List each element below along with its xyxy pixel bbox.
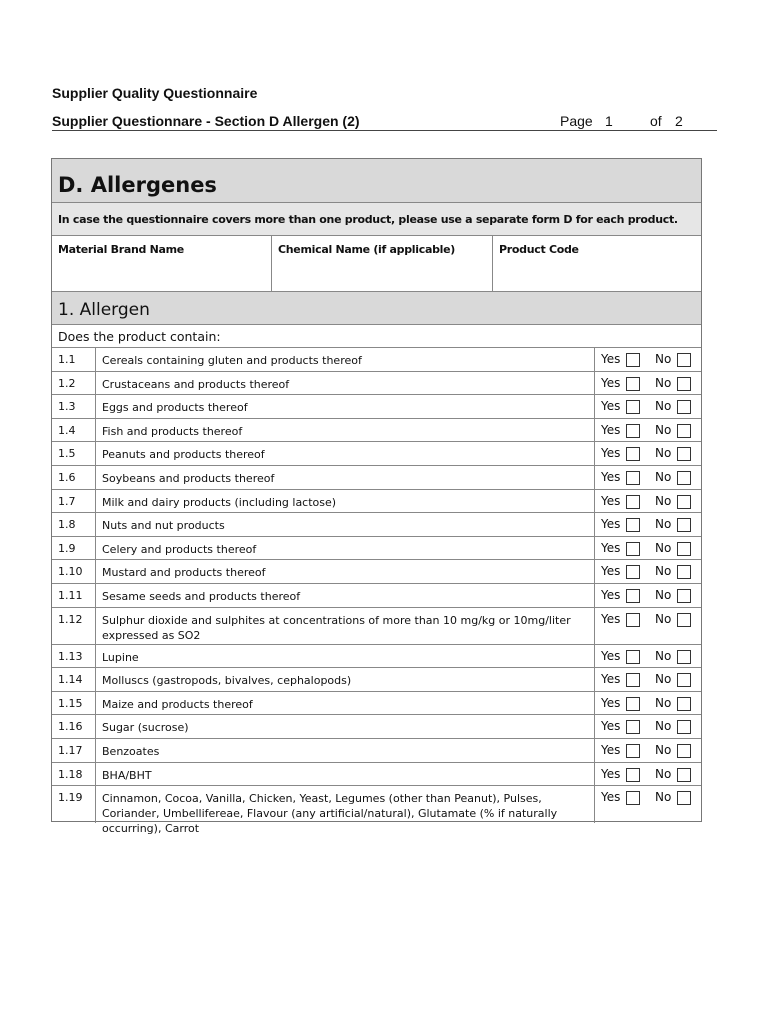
allergen-answer-cell xyxy=(595,692,701,715)
yes-checkbox[interactable] xyxy=(626,768,640,782)
allergen-text: Crustaceans and products thereof xyxy=(102,377,290,391)
instruction-text: In case the questionnaire covers more than one product, please use a separate form D for each product. xyxy=(58,213,678,226)
yes-label: Yes xyxy=(601,766,621,781)
yes-label: Yes xyxy=(601,493,621,508)
allergen-text-cell xyxy=(96,763,595,786)
no-checkbox[interactable] xyxy=(677,377,691,391)
allergen-text: Milk and dairy products (including lactose) xyxy=(102,495,337,509)
allergen-number-cell xyxy=(52,395,96,418)
allergen-number: 1.4 xyxy=(58,423,76,437)
no-checkbox[interactable] xyxy=(677,768,691,782)
yes-checkbox[interactable] xyxy=(626,613,640,627)
no-checkbox[interactable] xyxy=(677,542,691,556)
allergen-row xyxy=(52,442,701,466)
yes-checkbox[interactable] xyxy=(626,447,640,461)
allergen-number: 1.17 xyxy=(58,743,83,757)
allergen-row xyxy=(52,739,701,763)
allergen-text: Maize and products thereof xyxy=(102,697,253,711)
allergen-number: 1.6 xyxy=(58,470,76,484)
allergen-number: 1.8 xyxy=(58,518,76,532)
no-label: No xyxy=(655,446,672,461)
allergen-number: 1.18 xyxy=(58,767,83,781)
yes-checkbox[interactable] xyxy=(626,377,640,391)
allergen-text-cell xyxy=(96,560,595,583)
no-label: No xyxy=(655,493,672,508)
allergen-number-cell xyxy=(52,466,96,489)
allergen-number: 1.14 xyxy=(58,673,83,687)
allergen-number-cell xyxy=(52,645,96,668)
allergen-number-cell xyxy=(52,763,96,786)
allergen-text-cell xyxy=(96,668,595,691)
allergen-number-cell xyxy=(52,584,96,607)
yes-label: Yes xyxy=(601,742,621,757)
allergen-number-cell xyxy=(52,739,96,762)
instruction-note xyxy=(52,203,701,236)
no-label: No xyxy=(655,564,672,579)
allergen-text: Molluscs (gastropods, bivalves, cephalopods) xyxy=(102,674,352,688)
allergen-answer-cell xyxy=(595,490,701,513)
no-label: No xyxy=(655,540,672,555)
allergen-answer-cell xyxy=(595,584,701,607)
allergen-text-cell xyxy=(96,692,595,715)
product-code-field[interactable] xyxy=(493,236,701,291)
allergen-row xyxy=(52,668,701,692)
allergen-number: 1.1 xyxy=(58,353,76,366)
yes-checkbox[interactable] xyxy=(626,542,640,556)
no-checkbox[interactable] xyxy=(677,447,691,461)
allergen-row xyxy=(52,786,701,836)
document-title: Supplier Quality Questionnaire xyxy=(52,85,258,101)
no-label: No xyxy=(655,695,672,710)
allergen-text: Peanuts and products thereof xyxy=(102,448,265,462)
no-label: No xyxy=(655,790,672,805)
allergen-row xyxy=(52,348,701,372)
allergen-number: 1.9 xyxy=(58,541,76,555)
allergen-row xyxy=(52,645,701,669)
allergen-table xyxy=(52,348,701,836)
no-label: No xyxy=(655,422,672,437)
yes-label: Yes xyxy=(601,611,621,626)
allergen-text-cell xyxy=(96,419,595,442)
no-checkbox[interactable] xyxy=(677,650,691,664)
allergen-text-cell xyxy=(96,608,595,644)
yes-label: Yes xyxy=(601,672,621,687)
section-1-title: 1. Allergen xyxy=(58,300,150,320)
allergen-row xyxy=(52,490,701,514)
allergen-number-cell xyxy=(52,786,96,823)
allergen-text-cell xyxy=(96,715,595,738)
allergen-number-cell xyxy=(52,608,96,644)
yes-label: Yes xyxy=(601,695,621,710)
yes-checkbox[interactable] xyxy=(626,495,640,509)
allergen-number: 1.12 xyxy=(58,612,83,626)
allergen-row xyxy=(52,692,701,716)
allergen-text: Nuts and nut products xyxy=(102,519,225,533)
allergen-text-cell xyxy=(96,442,595,465)
chemical-name-field[interactable] xyxy=(272,236,493,291)
allergen-row xyxy=(52,584,701,608)
section-d-header xyxy=(52,159,701,203)
allergen-number-cell xyxy=(52,348,96,371)
no-label: No xyxy=(655,469,672,484)
yes-checkbox[interactable] xyxy=(626,400,640,414)
no-checkbox[interactable] xyxy=(677,518,691,532)
allergen-text-cell xyxy=(96,395,595,418)
allergen-text-cell xyxy=(96,513,595,536)
yes-checkbox[interactable] xyxy=(626,589,640,603)
allergen-text-cell xyxy=(96,466,595,489)
allergen-text: Sulphur dioxide and sulphites at concentrations of more than 10 mg/kg or 10mg/liter expressed as SO2 xyxy=(102,613,571,642)
no-label: No xyxy=(655,648,672,663)
allergen-number: 1.11 xyxy=(58,588,83,602)
allergen-answer-cell xyxy=(595,348,701,371)
allergen-number-cell xyxy=(52,419,96,442)
no-checkbox[interactable] xyxy=(677,720,691,734)
product-code-label: Product Code xyxy=(499,243,579,256)
no-checkbox[interactable] xyxy=(677,471,691,485)
form-frame xyxy=(51,158,702,836)
allergen-text: Lupine xyxy=(102,650,139,664)
allergen-answer-cell xyxy=(595,645,701,668)
allergen-number-cell xyxy=(52,442,96,465)
allergen-number-cell xyxy=(52,513,96,536)
allergen-answer-cell xyxy=(595,537,701,560)
allergen-text: Soybeans and products thereof xyxy=(102,471,275,485)
allergen-row xyxy=(52,513,701,537)
allergen-number-cell xyxy=(52,692,96,715)
allergen-answer-cell xyxy=(595,560,701,583)
allergen-text-cell xyxy=(96,348,595,371)
allergen-number: 1.5 xyxy=(58,447,76,461)
yes-label: Yes xyxy=(601,375,621,390)
yes-checkbox[interactable] xyxy=(626,565,640,579)
no-checkbox[interactable] xyxy=(677,744,691,758)
no-label: No xyxy=(655,611,672,626)
yes-label: Yes xyxy=(601,422,621,437)
yes-label: Yes xyxy=(601,587,621,602)
allergen-number: 1.13 xyxy=(58,649,83,663)
allergen-number-cell xyxy=(52,560,96,583)
allergen-answer-cell xyxy=(595,419,701,442)
allergen-text: BHA/BHT xyxy=(102,768,152,782)
allergen-text-cell xyxy=(96,786,595,836)
yes-label: Yes xyxy=(601,648,621,663)
question-row xyxy=(52,325,701,348)
no-label: No xyxy=(655,352,672,366)
no-label: No xyxy=(655,766,672,781)
allergen-answer-cell xyxy=(595,786,701,823)
no-checkbox[interactable] xyxy=(677,424,691,438)
allergen-row xyxy=(52,372,701,396)
section-d-title: D. Allergenes xyxy=(58,173,217,197)
no-label: No xyxy=(655,375,672,390)
allergen-answer-cell xyxy=(595,668,701,691)
allergen-row xyxy=(52,537,701,561)
yes-label: Yes xyxy=(601,517,621,532)
allergen-text-cell xyxy=(96,584,595,607)
question-text: Does the product contain: xyxy=(58,329,221,344)
allergen-text: Sugar (sucrose) xyxy=(102,721,189,735)
material-brand-name-field[interactable] xyxy=(52,236,272,291)
yes-label: Yes xyxy=(601,790,621,805)
allergen-row xyxy=(52,466,701,490)
no-checkbox[interactable] xyxy=(677,673,691,687)
product-fields xyxy=(52,236,701,292)
yes-checkbox[interactable] xyxy=(626,720,640,734)
yes-label: Yes xyxy=(601,719,621,734)
document-subtitle: Supplier Questionnare - Section D Allergen (2) xyxy=(52,113,360,129)
allergen-number: 1.2 xyxy=(58,376,76,390)
allergen-text-cell xyxy=(96,372,595,395)
yes-label: Yes xyxy=(601,564,621,579)
allergen-text: Benzoates xyxy=(102,744,160,758)
material-brand-name-label: Material Brand Name xyxy=(58,243,184,256)
allergen-number: 1.10 xyxy=(58,565,83,579)
allergen-text: Cinnamon, Cocoa, Vanilla, Chicken, Yeast, Legumes (other than Peanut), Pulses, Coriander, Umbellifereae, Flavour (any artificial/natural), Glutamate (% if naturally occurring), Carrot xyxy=(102,792,558,836)
yes-checkbox[interactable] xyxy=(626,650,640,664)
allergen-number: 1.19 xyxy=(58,791,83,805)
no-checkbox[interactable] xyxy=(677,697,691,711)
allergen-answer-cell xyxy=(595,608,701,644)
yes-label: Yes xyxy=(601,469,621,484)
allergen-text: Fish and products thereof xyxy=(102,424,243,438)
yes-checkbox[interactable] xyxy=(626,697,640,711)
no-checkbox[interactable] xyxy=(677,400,691,414)
allergen-answer-cell xyxy=(595,513,701,536)
no-checkbox[interactable] xyxy=(677,565,691,579)
allergen-text: Cereals containing gluten and products thereof xyxy=(102,354,362,367)
of-label: of xyxy=(650,113,662,129)
allergen-answer-cell xyxy=(595,395,701,418)
no-label: No xyxy=(655,719,672,734)
allergen-text: Celery and products thereof xyxy=(102,542,257,556)
allergen-row xyxy=(52,560,701,584)
no-checkbox[interactable] xyxy=(677,353,691,367)
chemical-name-label: Chemical Name (if applicable) xyxy=(278,243,456,256)
allergen-number: 1.15 xyxy=(58,696,83,710)
allergen-row xyxy=(52,763,701,787)
allergen-answer-cell xyxy=(595,715,701,738)
section-1-header xyxy=(52,292,701,325)
no-checkbox[interactable] xyxy=(677,791,691,805)
yes-checkbox[interactable] xyxy=(626,744,640,758)
page-number: 1 xyxy=(605,113,613,129)
allergen-text: Mustard and products thereof xyxy=(102,566,266,580)
allergen-row xyxy=(52,419,701,443)
yes-checkbox[interactable] xyxy=(626,471,640,485)
allergen-answer-cell xyxy=(595,466,701,489)
no-label: No xyxy=(655,399,672,414)
allergen-text-cell xyxy=(96,537,595,560)
yes-label: Yes xyxy=(601,446,621,461)
yes-label: Yes xyxy=(601,399,621,414)
yes-checkbox[interactable] xyxy=(626,353,640,367)
allergen-number: 1.16 xyxy=(58,720,83,734)
no-label: No xyxy=(655,587,672,602)
allergen-number: 1.3 xyxy=(58,400,76,414)
no-label: No xyxy=(655,517,672,532)
header-row xyxy=(52,113,717,131)
yes-checkbox[interactable] xyxy=(626,424,640,438)
no-checkbox[interactable] xyxy=(677,495,691,509)
allergen-row xyxy=(52,715,701,739)
yes-checkbox[interactable] xyxy=(626,791,640,805)
no-checkbox[interactable] xyxy=(677,589,691,603)
allergen-number-cell xyxy=(52,715,96,738)
yes-label: Yes xyxy=(601,540,621,555)
yes-label: Yes xyxy=(601,352,621,366)
allergen-text: Sesame seeds and products thereof xyxy=(102,589,301,603)
allergen-text: Eggs and products thereof xyxy=(102,401,248,415)
allergen-text-cell xyxy=(96,645,595,668)
allergen-number: 1.7 xyxy=(58,494,76,508)
allergen-text-cell xyxy=(96,739,595,762)
page-label: Page xyxy=(560,113,593,129)
allergen-answer-cell xyxy=(595,739,701,762)
allergen-answer-cell xyxy=(595,442,701,465)
allergen-number-cell xyxy=(52,668,96,691)
allergen-row xyxy=(52,395,701,419)
allergen-answer-cell xyxy=(595,763,701,786)
allergen-text-cell xyxy=(96,490,595,513)
no-label: No xyxy=(655,742,672,757)
no-label: No xyxy=(655,672,672,687)
page-total: 2 xyxy=(675,113,683,129)
allergen-number-cell xyxy=(52,490,96,513)
yes-checkbox[interactable] xyxy=(626,673,640,687)
allergen-number-cell xyxy=(52,372,96,395)
no-checkbox[interactable] xyxy=(677,613,691,627)
yes-checkbox[interactable] xyxy=(626,518,640,532)
allergen-answer-cell xyxy=(595,372,701,395)
allergen-row xyxy=(52,608,701,645)
allergen-number-cell xyxy=(52,537,96,560)
